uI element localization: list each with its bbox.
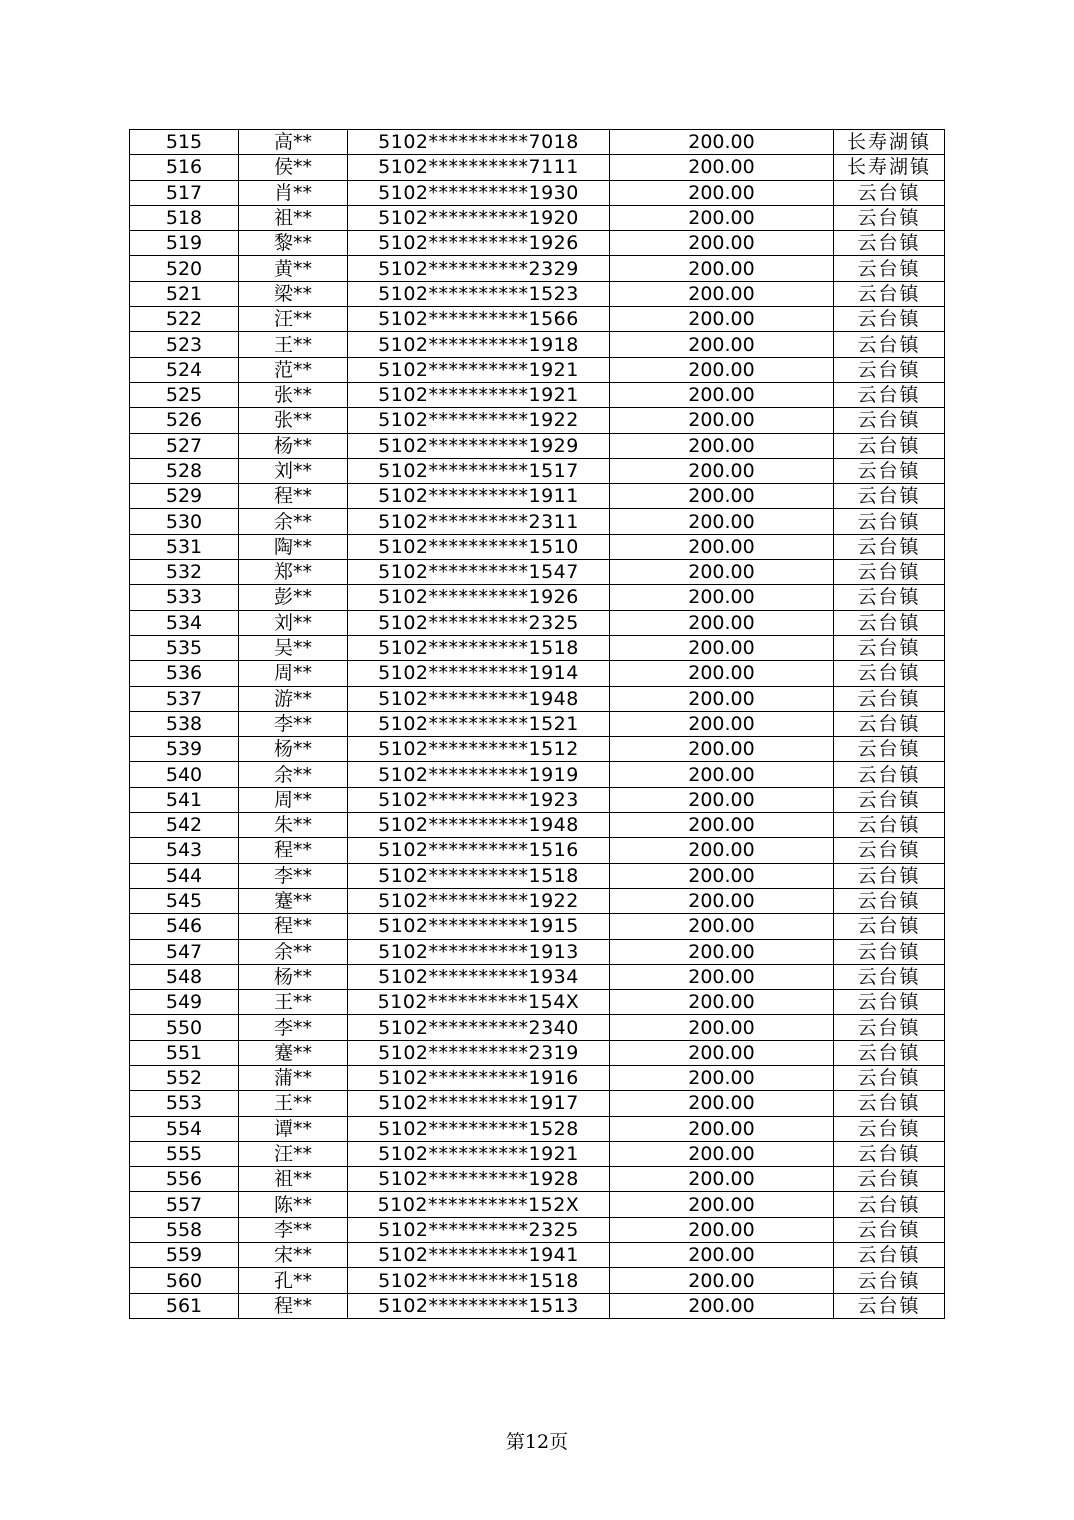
table-row [130, 787, 945, 812]
town-cell: 云台镇 [834, 888, 945, 913]
town-cell: 云台镇 [834, 585, 945, 610]
table-row [130, 307, 945, 332]
name-cell: 高** [239, 130, 348, 155]
id-number-cell: 5102**********1913 [348, 939, 610, 964]
table-row [130, 1091, 945, 1116]
id-number-cell: 5102**********1911 [348, 484, 610, 509]
name-cell: 程** [239, 484, 348, 509]
name-cell: 程** [239, 838, 348, 863]
id-number-cell: 5102**********1528 [348, 1116, 610, 1141]
name-cell: 杨** [239, 964, 348, 989]
table-row [130, 635, 945, 660]
town-cell: 云台镇 [834, 433, 945, 458]
amount-cell: 200.00 [610, 484, 834, 509]
amount-cell: 200.00 [610, 155, 834, 180]
table-row [130, 585, 945, 610]
row-index-cell: 519 [130, 231, 239, 256]
id-number-cell: 5102**********2319 [348, 1040, 610, 1065]
amount-cell: 200.00 [610, 1065, 834, 1090]
row-index-cell: 541 [130, 787, 239, 812]
row-index-cell: 522 [130, 307, 239, 332]
town-cell: 云台镇 [834, 357, 945, 382]
table-row [130, 560, 945, 585]
id-number-cell: 5102**********1921 [348, 357, 610, 382]
amount-cell: 200.00 [610, 686, 834, 711]
amount-cell: 200.00 [610, 433, 834, 458]
id-number-cell: 5102**********1517 [348, 458, 610, 483]
town-cell: 云台镇 [834, 1243, 945, 1268]
name-cell: 李** [239, 1015, 348, 1040]
id-number-cell: 5102**********1512 [348, 737, 610, 762]
id-number-cell: 5102**********1920 [348, 205, 610, 230]
id-number-cell: 5102**********1518 [348, 863, 610, 888]
town-cell: 云台镇 [834, 990, 945, 1015]
table-row [130, 534, 945, 559]
table-row [130, 332, 945, 357]
name-cell: 郑** [239, 560, 348, 585]
row-index-cell: 546 [130, 914, 239, 939]
town-cell: 云台镇 [834, 939, 945, 964]
row-index-cell: 531 [130, 534, 239, 559]
name-cell: 侯** [239, 155, 348, 180]
id-number-cell: 5102**********1916 [348, 1065, 610, 1090]
amount-cell: 200.00 [610, 180, 834, 205]
row-index-cell: 533 [130, 585, 239, 610]
town-cell: 云台镇 [834, 205, 945, 230]
row-index-cell: 532 [130, 560, 239, 585]
table-row [130, 1167, 945, 1192]
amount-cell: 200.00 [610, 610, 834, 635]
row-index-cell: 561 [130, 1293, 239, 1318]
table-row [130, 964, 945, 989]
name-cell: 陶** [239, 534, 348, 559]
amount-cell: 200.00 [610, 509, 834, 534]
name-cell: 汪** [239, 307, 348, 332]
amount-cell: 200.00 [610, 1268, 834, 1293]
amount-cell: 200.00 [610, 1141, 834, 1166]
id-number-cell: 5102**********1928 [348, 1167, 610, 1192]
row-index-cell: 530 [130, 509, 239, 534]
row-index-cell: 528 [130, 458, 239, 483]
row-index-cell: 518 [130, 205, 239, 230]
town-cell: 云台镇 [834, 560, 945, 585]
town-cell: 长寿湖镇 [834, 130, 945, 155]
row-index-cell: 520 [130, 256, 239, 281]
name-cell: 彭** [239, 585, 348, 610]
table-row [130, 610, 945, 635]
name-cell: 陈** [239, 1192, 348, 1217]
name-cell: 王** [239, 332, 348, 357]
amount-cell: 200.00 [610, 964, 834, 989]
amount-cell: 200.00 [610, 357, 834, 382]
row-index-cell: 560 [130, 1268, 239, 1293]
amount-cell: 200.00 [610, 813, 834, 838]
name-cell: 梁** [239, 281, 348, 306]
row-index-cell: 553 [130, 1091, 239, 1116]
table-row [130, 458, 945, 483]
name-cell: 王** [239, 990, 348, 1015]
town-cell: 云台镇 [834, 458, 945, 483]
name-cell: 孔** [239, 1268, 348, 1293]
town-cell: 云台镇 [834, 737, 945, 762]
town-cell: 云台镇 [834, 813, 945, 838]
name-cell: 祖** [239, 1167, 348, 1192]
amount-cell: 200.00 [610, 787, 834, 812]
id-number-cell: 5102**********1921 [348, 1141, 610, 1166]
table-row [130, 1243, 945, 1268]
table-row [130, 509, 945, 534]
table-row [130, 1141, 945, 1166]
table-row [130, 1116, 945, 1141]
amount-cell: 200.00 [610, 231, 834, 256]
id-number-cell: 5102**********2325 [348, 610, 610, 635]
town-cell: 云台镇 [834, 914, 945, 939]
town-cell: 云台镇 [834, 964, 945, 989]
table-row [130, 1040, 945, 1065]
name-cell: 祖** [239, 205, 348, 230]
id-number-cell: 5102**********1917 [348, 1091, 610, 1116]
name-cell: 宋** [239, 1243, 348, 1268]
row-index-cell: 517 [130, 180, 239, 205]
id-number-cell: 5102**********1518 [348, 635, 610, 660]
town-cell: 云台镇 [834, 1141, 945, 1166]
row-index-cell: 539 [130, 737, 239, 762]
table-row [130, 180, 945, 205]
amount-cell: 200.00 [610, 1217, 834, 1242]
id-number-cell: 5102**********1516 [348, 838, 610, 863]
town-cell: 云台镇 [834, 180, 945, 205]
town-cell: 长寿湖镇 [834, 155, 945, 180]
amount-cell: 200.00 [610, 939, 834, 964]
name-cell: 杨** [239, 433, 348, 458]
row-index-cell: 521 [130, 281, 239, 306]
row-index-cell: 548 [130, 964, 239, 989]
name-cell: 张** [239, 382, 348, 407]
amount-cell: 200.00 [610, 863, 834, 888]
row-index-cell: 544 [130, 863, 239, 888]
row-index-cell: 552 [130, 1065, 239, 1090]
table-row [130, 1293, 945, 1318]
name-cell: 刘** [239, 610, 348, 635]
amount-cell: 200.00 [610, 205, 834, 230]
name-cell: 肖** [239, 180, 348, 205]
id-number-cell: 5102**********152X [348, 1192, 610, 1217]
table-row [130, 838, 945, 863]
id-number-cell: 5102**********1934 [348, 964, 610, 989]
amount-cell: 200.00 [610, 762, 834, 787]
id-number-cell: 5102**********1922 [348, 408, 610, 433]
town-cell: 云台镇 [834, 1015, 945, 1040]
row-index-cell: 558 [130, 1217, 239, 1242]
id-number-cell: 5102**********1926 [348, 585, 610, 610]
name-cell: 游** [239, 686, 348, 711]
row-index-cell: 545 [130, 888, 239, 913]
amount-cell: 200.00 [610, 332, 834, 357]
table-row [130, 863, 945, 888]
page-number: 第12页 [505, 1431, 569, 1453]
amount-cell: 200.00 [610, 585, 834, 610]
row-index-cell: 526 [130, 408, 239, 433]
town-cell: 云台镇 [834, 382, 945, 407]
amount-cell: 200.00 [610, 1116, 834, 1141]
name-cell: 周** [239, 661, 348, 686]
amount-cell: 200.00 [610, 888, 834, 913]
amount-cell: 200.00 [610, 130, 834, 155]
town-cell: 云台镇 [834, 509, 945, 534]
row-index-cell: 547 [130, 939, 239, 964]
amount-cell: 200.00 [610, 661, 834, 686]
town-cell: 云台镇 [834, 661, 945, 686]
name-cell: 杨** [239, 737, 348, 762]
name-cell: 黄** [239, 256, 348, 281]
table-row [130, 686, 945, 711]
id-number-cell: 5102**********1948 [348, 686, 610, 711]
table-row [130, 1015, 945, 1040]
name-cell: 范** [239, 357, 348, 382]
roster-table-body [130, 130, 945, 1319]
town-cell: 云台镇 [834, 1116, 945, 1141]
table-row [130, 281, 945, 306]
table-row [130, 661, 945, 686]
amount-cell: 200.00 [610, 382, 834, 407]
town-cell: 云台镇 [834, 863, 945, 888]
amount-cell: 200.00 [610, 1015, 834, 1040]
name-cell: 刘** [239, 458, 348, 483]
town-cell: 云台镇 [834, 1091, 945, 1116]
row-index-cell: 538 [130, 711, 239, 736]
row-index-cell: 549 [130, 990, 239, 1015]
amount-cell: 200.00 [610, 1192, 834, 1217]
table-row [130, 1268, 945, 1293]
id-number-cell: 5102**********1510 [348, 534, 610, 559]
name-cell: 王** [239, 1091, 348, 1116]
name-cell: 蹇** [239, 1040, 348, 1065]
row-index-cell: 516 [130, 155, 239, 180]
row-index-cell: 536 [130, 661, 239, 686]
town-cell: 云台镇 [834, 307, 945, 332]
table-row [130, 1217, 945, 1242]
id-number-cell: 5102**********1948 [348, 813, 610, 838]
name-cell: 程** [239, 914, 348, 939]
id-number-cell: 5102**********1566 [348, 307, 610, 332]
town-cell: 云台镇 [834, 1217, 945, 1242]
table-row [130, 382, 945, 407]
amount-cell: 200.00 [610, 990, 834, 1015]
table-row [130, 990, 945, 1015]
name-cell: 李** [239, 863, 348, 888]
row-index-cell: 555 [130, 1141, 239, 1166]
id-number-cell: 5102**********2329 [348, 256, 610, 281]
amount-cell: 200.00 [610, 256, 834, 281]
name-cell: 李** [239, 1217, 348, 1242]
id-number-cell: 5102**********1918 [348, 332, 610, 357]
name-cell: 余** [239, 939, 348, 964]
town-cell: 云台镇 [834, 281, 945, 306]
town-cell: 云台镇 [834, 408, 945, 433]
town-cell: 云台镇 [834, 484, 945, 509]
row-index-cell: 535 [130, 635, 239, 660]
id-number-cell: 5102**********154X [348, 990, 610, 1015]
amount-cell: 200.00 [610, 838, 834, 863]
table-row [130, 813, 945, 838]
name-cell: 黎** [239, 231, 348, 256]
id-number-cell: 5102**********7111 [348, 155, 610, 180]
row-index-cell: 559 [130, 1243, 239, 1268]
amount-cell: 200.00 [610, 635, 834, 660]
amount-cell: 200.00 [610, 458, 834, 483]
amount-cell: 200.00 [610, 1040, 834, 1065]
row-index-cell: 540 [130, 762, 239, 787]
id-number-cell: 5102**********1930 [348, 180, 610, 205]
id-number-cell: 5102**********1521 [348, 711, 610, 736]
name-cell: 蹇** [239, 888, 348, 913]
town-cell: 云台镇 [834, 256, 945, 281]
id-number-cell: 5102**********1919 [348, 762, 610, 787]
name-cell: 朱** [239, 813, 348, 838]
amount-cell: 200.00 [610, 1243, 834, 1268]
town-cell: 云台镇 [834, 787, 945, 812]
row-index-cell: 523 [130, 332, 239, 357]
id-number-cell: 5102**********1914 [348, 661, 610, 686]
name-cell: 谭** [239, 1116, 348, 1141]
town-cell: 云台镇 [834, 610, 945, 635]
row-index-cell: 551 [130, 1040, 239, 1065]
id-number-cell: 5102**********1921 [348, 382, 610, 407]
row-index-cell: 527 [130, 433, 239, 458]
name-cell: 张** [239, 408, 348, 433]
town-cell: 云台镇 [834, 1040, 945, 1065]
amount-cell: 200.00 [610, 560, 834, 585]
row-index-cell: 515 [130, 130, 239, 155]
id-number-cell: 5102**********2325 [348, 1217, 610, 1242]
town-cell: 云台镇 [834, 1065, 945, 1090]
table-row [130, 762, 945, 787]
amount-cell: 200.00 [610, 914, 834, 939]
row-index-cell: 543 [130, 838, 239, 863]
row-index-cell: 529 [130, 484, 239, 509]
name-cell: 程** [239, 1293, 348, 1318]
amount-cell: 200.00 [610, 534, 834, 559]
table-row [130, 484, 945, 509]
town-cell: 云台镇 [834, 1167, 945, 1192]
town-cell: 云台镇 [834, 686, 945, 711]
town-cell: 云台镇 [834, 534, 945, 559]
amount-cell: 200.00 [610, 711, 834, 736]
amount-cell: 200.00 [610, 737, 834, 762]
table-row [130, 155, 945, 180]
town-cell: 云台镇 [834, 711, 945, 736]
id-number-cell: 5102**********1518 [348, 1268, 610, 1293]
row-index-cell: 554 [130, 1116, 239, 1141]
table-row [130, 711, 945, 736]
town-cell: 云台镇 [834, 838, 945, 863]
town-cell: 云台镇 [834, 231, 945, 256]
name-cell: 李** [239, 711, 348, 736]
amount-cell: 200.00 [610, 1091, 834, 1116]
row-index-cell: 557 [130, 1192, 239, 1217]
row-index-cell: 537 [130, 686, 239, 711]
row-index-cell: 542 [130, 813, 239, 838]
table-row [130, 256, 945, 281]
table-row [130, 888, 945, 913]
name-cell: 周** [239, 787, 348, 812]
table-row [130, 408, 945, 433]
name-cell: 蒲** [239, 1065, 348, 1090]
row-index-cell: 534 [130, 610, 239, 635]
id-number-cell: 5102**********2340 [348, 1015, 610, 1040]
amount-cell: 200.00 [610, 408, 834, 433]
row-index-cell: 524 [130, 357, 239, 382]
table-row [130, 914, 945, 939]
table-row [130, 433, 945, 458]
row-index-cell: 556 [130, 1167, 239, 1192]
amount-cell: 200.00 [610, 1167, 834, 1192]
town-cell: 云台镇 [834, 1192, 945, 1217]
amount-cell: 200.00 [610, 307, 834, 332]
table-row [130, 1065, 945, 1090]
town-cell: 云台镇 [834, 762, 945, 787]
town-cell: 云台镇 [834, 1268, 945, 1293]
name-cell: 汪** [239, 1141, 348, 1166]
row-index-cell: 550 [130, 1015, 239, 1040]
table-row [130, 1192, 945, 1217]
table-row [130, 737, 945, 762]
id-number-cell: 5102**********7018 [348, 130, 610, 155]
roster-table [129, 129, 945, 1319]
id-number-cell: 5102**********1941 [348, 1243, 610, 1268]
id-number-cell: 5102**********1926 [348, 231, 610, 256]
row-index-cell: 525 [130, 382, 239, 407]
table-row [130, 357, 945, 382]
table-row [130, 939, 945, 964]
town-cell: 云台镇 [834, 635, 945, 660]
name-cell: 余** [239, 509, 348, 534]
table-row [130, 231, 945, 256]
id-number-cell: 5102**********1513 [348, 1293, 610, 1318]
town-cell: 云台镇 [834, 332, 945, 357]
id-number-cell: 5102**********1922 [348, 888, 610, 913]
id-number-cell: 5102**********1923 [348, 787, 610, 812]
id-number-cell: 5102**********1929 [348, 433, 610, 458]
name-cell: 吴** [239, 635, 348, 660]
id-number-cell: 5102**********2311 [348, 509, 610, 534]
amount-cell: 200.00 [610, 281, 834, 306]
town-cell: 云台镇 [834, 1293, 945, 1318]
name-cell: 余** [239, 762, 348, 787]
id-number-cell: 5102**********1523 [348, 281, 610, 306]
table-row [130, 130, 945, 155]
amount-cell: 200.00 [610, 1293, 834, 1318]
id-number-cell: 5102**********1547 [348, 560, 610, 585]
table-row [130, 205, 945, 230]
id-number-cell: 5102**********1915 [348, 914, 610, 939]
